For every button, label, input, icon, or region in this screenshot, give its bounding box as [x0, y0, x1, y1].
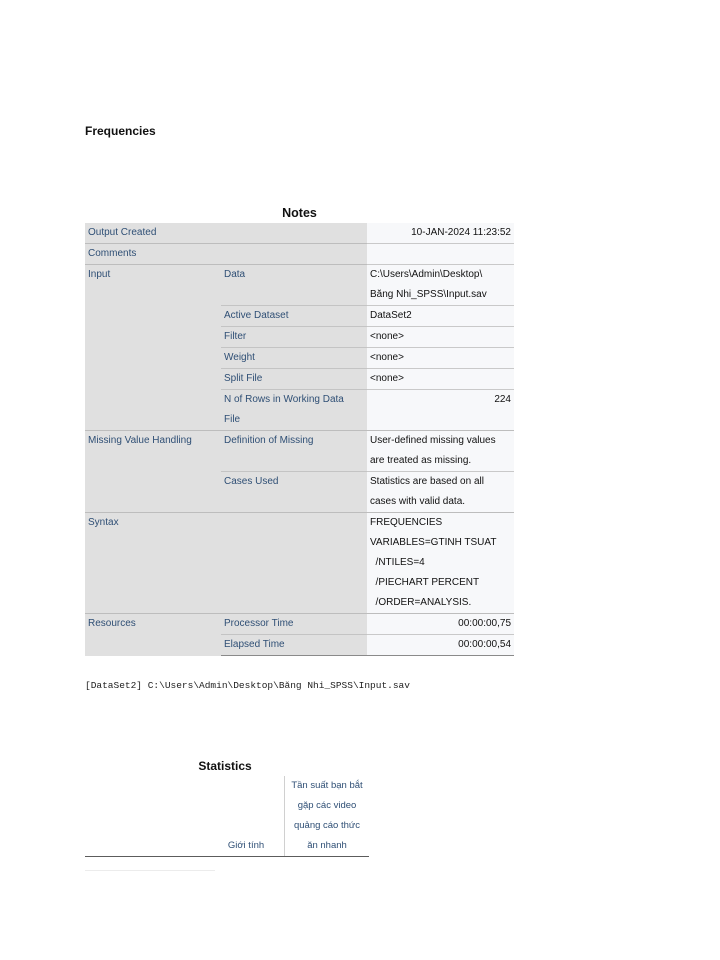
- tan-suat-line1: Tần suất bạn bắt: [291, 780, 363, 791]
- cases-used-label: Cases Used: [221, 472, 367, 513]
- syntax-line-4: /PIECHART PERCENT: [370, 577, 480, 588]
- syntax-value: [367, 513, 514, 614]
- cases-used-line1: Statistics are based on all: [370, 476, 484, 487]
- weight-label: Weight: [221, 348, 367, 369]
- tan-suat-line3: quảng cáo thức: [293, 820, 361, 831]
- definition-of-missing-value: [367, 431, 514, 472]
- faint-divider: [85, 870, 215, 871]
- syntax-line-3: /NTILES=4: [370, 557, 425, 568]
- statistics-table-title: Statistics: [198, 759, 252, 773]
- data-value-line2: Băng Nhi_SPSS\Input.sav: [370, 289, 487, 300]
- data-value-line1: C:\Users\Admin\Desktop\: [370, 269, 483, 280]
- syntax-line-5: /ORDER=ANALYSIS.: [370, 597, 472, 608]
- elapsed-time-label: Elapsed Time: [221, 635, 367, 656]
- statistics-col-gioi-tinh: Giới tính: [208, 776, 285, 857]
- notes-row-output-created: [85, 223, 514, 244]
- split-file-value: <none>: [367, 369, 514, 390]
- cases-used-line2: cases with valid data.: [370, 496, 466, 507]
- section-title-frequencies: Frequencies: [85, 124, 156, 138]
- definition-of-missing-line2: are treated as missing.: [370, 455, 472, 466]
- tan-suat-line2: gặp các video: [297, 800, 357, 811]
- notes-table-title: Notes: [282, 206, 317, 220]
- notes-row-comments: [85, 244, 514, 265]
- notes-row-definition-of-missing: [85, 431, 514, 472]
- notes-row-processor-time: [85, 614, 514, 635]
- statistics-corner-cell: [85, 776, 208, 857]
- n-rows-label-line2: File: [224, 414, 241, 425]
- output-created-value: 10-JAN-2024 11:23:52: [367, 223, 514, 244]
- processor-time-label: Processor Time: [221, 614, 367, 635]
- resources-label: Resources: [85, 614, 221, 656]
- data-value: [367, 265, 514, 306]
- definition-of-missing-label: Definition of Missing: [221, 431, 367, 472]
- statistics-table: [85, 776, 369, 857]
- output-created-label: Output Created: [85, 223, 367, 244]
- definition-of-missing-line1: User-defined missing values: [370, 435, 496, 446]
- n-rows-label: [221, 390, 367, 431]
- data-label: Data: [221, 265, 367, 306]
- syntax-line-2: VARIABLES=GTINH TSUAT: [370, 537, 497, 548]
- n-rows-label-line1: N of Rows in Working Data: [224, 394, 344, 405]
- active-dataset-value: DataSet2: [367, 306, 514, 327]
- input-label: Input: [85, 265, 221, 431]
- missing-value-handling-label: Missing Value Handling: [85, 431, 221, 513]
- split-file-label: Split File: [221, 369, 367, 390]
- processor-time-value: 00:00:00,75: [367, 614, 514, 635]
- weight-value: <none>: [367, 348, 514, 369]
- filter-value: <none>: [367, 327, 514, 348]
- dataset-path-line: [DataSet2] C:\Users\Admin\Desktop\Băng Nhi_SPSS\Input.sav: [85, 680, 410, 691]
- cases-used-value: [367, 472, 514, 513]
- notes-row-data: [85, 265, 514, 306]
- syntax-label: Syntax: [85, 513, 367, 614]
- notes-table: [85, 223, 514, 656]
- comments-value: [367, 244, 514, 265]
- elapsed-time-value: 00:00:00,54: [367, 635, 514, 656]
- filter-label: Filter: [221, 327, 367, 348]
- comments-label: Comments: [85, 244, 367, 265]
- n-rows-value: 224: [367, 390, 514, 431]
- statistics-col-tan-suat: [285, 776, 370, 857]
- notes-row-syntax: [85, 513, 514, 614]
- statistics-header-row: [85, 776, 369, 857]
- active-dataset-label: Active Dataset: [221, 306, 367, 327]
- tan-suat-line4: ăn nhanh: [307, 840, 347, 851]
- syntax-line-1: FREQUENCIES: [370, 517, 443, 528]
